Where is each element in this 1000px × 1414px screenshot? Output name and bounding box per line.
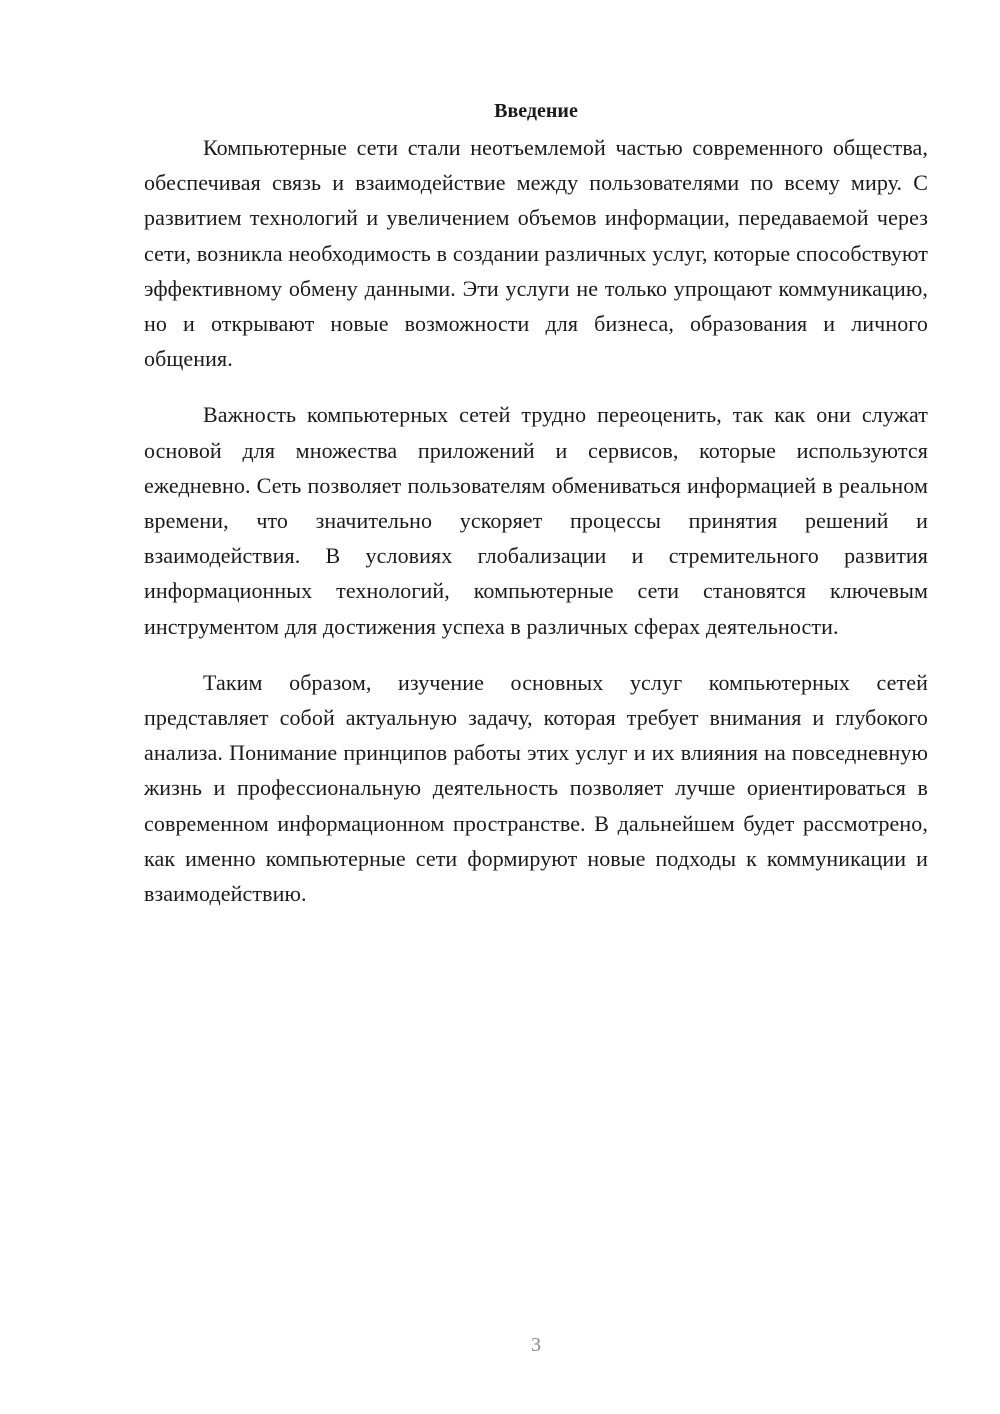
section-heading: Введение <box>494 100 578 122</box>
paragraph-1: Компьютерные сети стали неотъемлемой частью современного общества, обеспечивая связь и взаимодействие между пользователями по всему миру. С развитием технологий и увеличением объемов информации, передаваемой через сети, возникла необходимость в создании различных услуг, которые способствуют эффективному обмену данными. Эти услуги не только упрощают коммуникацию, но и открывают новые возможности для бизнеса, образования и личного общения. <box>144 135 928 372</box>
paragraph-2: Важность компьютерных сетей трудно переоценить, так как они служат основой для множества приложений и сервисов, которые используются ежедневно. Сеть позволяет пользователям обмениваться информацией в реальном времени, что значительно ускоряет процессы принятия решений и взаимодействия. В условиях глобализации и стремительного развития информационных технологий, компьютерные сети становятся ключевым инструментом для достижения успеха в различных сферах деятельности. <box>144 402 928 639</box>
page-number: 3 <box>531 1334 541 1356</box>
page-content <box>144 96 928 932</box>
paragraph-3: Таким образом, изучение основных услуг компьютерных сетей представляет собой актуальную задачу, которая требует внимания и глубокого анализа. Понимание принципов работы этих услуг и их влияния на повседневную жизнь и профессиональную деятельность позволяет лучше ориентироваться в современном информационном пространстве. В дальнейшем будет рассмотрено, как именно компьютерные сети формируют новые подходы к коммуникации и взаимодействию. <box>144 669 928 907</box>
